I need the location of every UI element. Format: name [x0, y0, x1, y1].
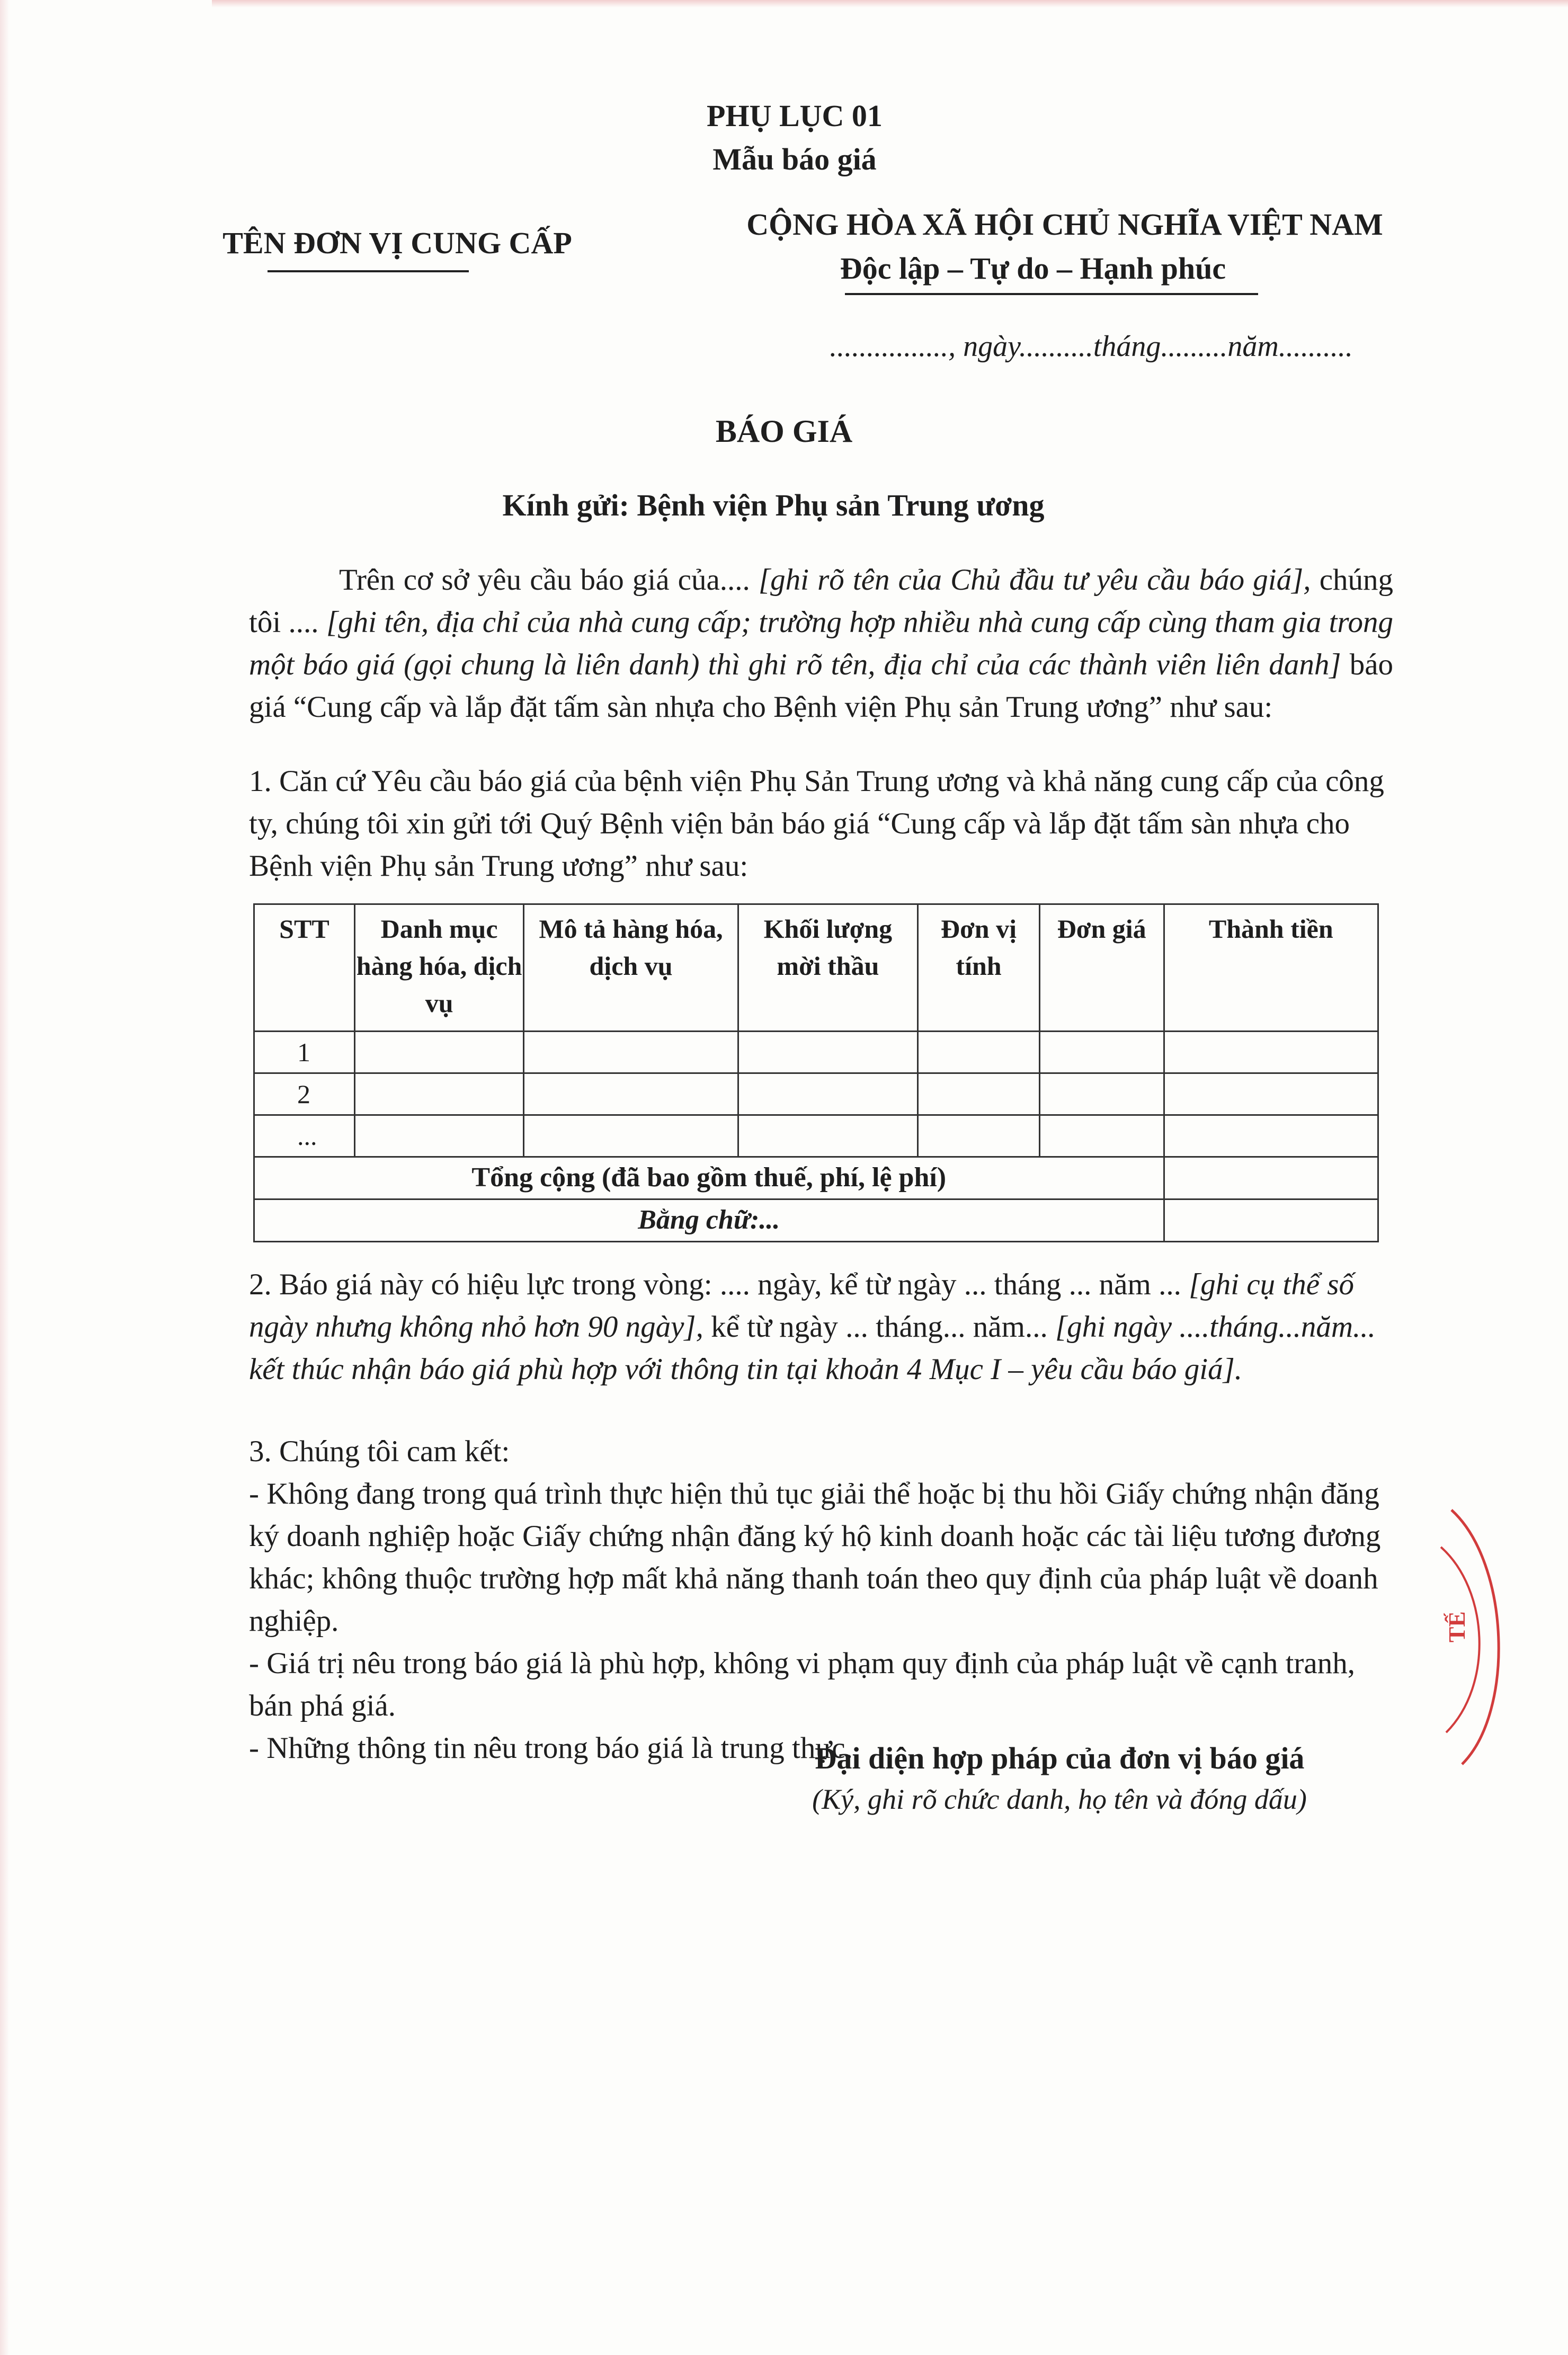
table-row: [254, 1073, 1378, 1115]
commitment-2: - Giá trị nêu trong báo giá là phù hợp, không vi phạm quy định của pháp luật về cạnh tranh, bán phá giá.: [249, 1647, 1355, 1722]
col-header-quantity: Khối lượng mời thầu: [738, 904, 918, 1032]
signature-note: (Ký, ghi rõ chức danh, họ tên và đóng dấu): [812, 1783, 1307, 1815]
table-cell: [524, 1115, 738, 1157]
col-header-stt: STT: [254, 904, 355, 1032]
table-cell: [354, 1032, 524, 1073]
item-3-commitments: [249, 1430, 1393, 1770]
supplier-underline: [268, 270, 469, 272]
table-cell: [354, 1073, 524, 1115]
table-in-words-row: [254, 1199, 1378, 1242]
col-header-unit-price: Đơn giá: [1039, 904, 1164, 1032]
table-total-row: [254, 1157, 1378, 1199]
addressee: Kính gửi: Bệnh viện Phụ sản Trung ương: [502, 488, 1045, 522]
stamp-text: TẾ: [1444, 1611, 1470, 1642]
table-cell: [918, 1032, 1040, 1073]
table-cell: [1164, 1032, 1378, 1073]
table-cell: [918, 1073, 1040, 1115]
paper-edge-top: [212, 0, 1568, 7]
table-cell: [918, 1115, 1040, 1157]
item-1-paragraph: 1. Căn cứ Yêu cầu báo giá của bệnh viện Phụ Sản Trung ương và khả năng cung cấp của công ty, chúng tôi xin gửi tới Quý Bệnh viện bản báo giá “Cung cấp và lắp đặt tấm sàn nhựa cho Bệnh viện Phụ sản Trung ương” như sau:: [249, 765, 1384, 883]
total-label: Tổng cộng (đã bao gồm thuế, phí, lệ phí): [254, 1157, 1164, 1199]
table-cell: [738, 1032, 918, 1073]
commitment-3: - Những thông tin nêu trong báo giá là trung thực.: [249, 1731, 853, 1765]
appendix-title: PHỤ LỤC 01: [707, 99, 883, 133]
intro-paragraph: [249, 559, 1393, 728]
document-title: BÁO GIÁ: [715, 414, 853, 449]
table-row: [254, 1032, 1378, 1073]
item-2-note-days: [ghi cụ thể số ngày nhưng không nhỏ hơn 90 ngày],: [249, 1268, 1354, 1344]
intro-we: chúng tôi ....: [249, 563, 1393, 639]
item-2-paragraph: [249, 1264, 1393, 1391]
table-cell: [524, 1032, 738, 1073]
item-2-mid: kể từ ngày ... tháng... năm...: [711, 1310, 1048, 1344]
paper-edge-left: [0, 0, 10, 2355]
amount-in-words-label: Bằng chữ:...: [254, 1199, 1164, 1242]
quote-table: [253, 903, 1379, 1242]
total-amount-cell: [1164, 1157, 1378, 1199]
red-stamp-fragment: [1430, 1499, 1568, 1775]
motto-underline: [845, 293, 1258, 295]
col-header-description: Mô tả hàng hóa, dịch vụ: [524, 904, 738, 1032]
date-line: ................, ngày..........tháng.........năm..........: [830, 330, 1353, 363]
item-2-note-date: [ghi ngày ....tháng...năm... kết thúc nhận báo giá phù hợp với thông tin tại khoản 4 Mục I – yêu cầu báo giá].: [249, 1310, 1376, 1386]
intro-note-investor: [ghi rõ tên của Chủ đầu tư yêu cầu báo giá],: [758, 563, 1311, 597]
signature-title: Đại diện hợp pháp của đơn vị báo giá: [814, 1741, 1305, 1775]
col-header-item: Danh mục hàng hóa, dịch vụ: [354, 904, 524, 1032]
table-cell: [1039, 1032, 1164, 1073]
item-3-heading: 3. Chúng tôi cam kết:: [249, 1435, 510, 1468]
supplier-name-placeholder: TÊN ĐƠN VỊ CUNG CẤP: [222, 226, 572, 260]
appendix-subtitle: Mẫu báo giá: [712, 142, 877, 176]
table-cell: [1039, 1115, 1164, 1157]
table-header-row: [254, 904, 1378, 1032]
row-number: ...: [254, 1115, 355, 1157]
intro-note-supplier: [ghi tên, địa chỉ của nhà cung cấp; trường hợp nhiều nhà cung cấp cùng tham gia trong một báo giá (gọi chung là liên danh) thì ghi rõ tên, địa chỉ của các thành viên liên danh]: [249, 606, 1393, 681]
intro-lead: Trên cơ sở yêu cầu báo giá của....: [339, 563, 750, 597]
table-row: [254, 1115, 1378, 1157]
col-header-amount: Thành tiền: [1164, 904, 1378, 1032]
table-cell: [1164, 1115, 1378, 1157]
national-motto: Độc lập – Tự do – Hạnh phúc: [840, 251, 1226, 286]
item-2-lead: 2. Báo giá này có hiệu lực trong vòng: .... ngày, kể từ ngày ... tháng ... năm ...: [249, 1268, 1181, 1301]
amount-in-words-cell: [1164, 1199, 1378, 1242]
table-cell: [1164, 1073, 1378, 1115]
row-number: 1: [254, 1032, 355, 1073]
intro-tail: báo giá “Cung cấp và lắp đặt tấm sàn nhựa cho Bệnh viện Phụ sản Trung ương” như sau:: [249, 648, 1393, 724]
table-cell: [524, 1073, 738, 1115]
table-cell: [354, 1115, 524, 1157]
col-header-unit: Đơn vị tính: [918, 904, 1040, 1032]
table-cell: [1039, 1073, 1164, 1115]
table-cell: [738, 1073, 918, 1115]
commitment-1: - Không đang trong quá trình thực hiện thủ tục giải thể hoặc bị thu hồi Giấy chứng nhận đăng ký doanh nghiệp hoặc Giấy chứng nhận đăng ký hộ kinh doanh hoặc các tài liệu tương đương khác; không thuộc trường hợp mất khả năng thanh toán theo quy định của pháp luật về doanh nghiệp.: [249, 1477, 1381, 1638]
row-number: 2: [254, 1073, 355, 1115]
nation-title: CỘNG HÒA XÃ HỘI CHỦ NGHĨA VIỆT NAM: [746, 207, 1383, 242]
table-cell: [738, 1115, 918, 1157]
